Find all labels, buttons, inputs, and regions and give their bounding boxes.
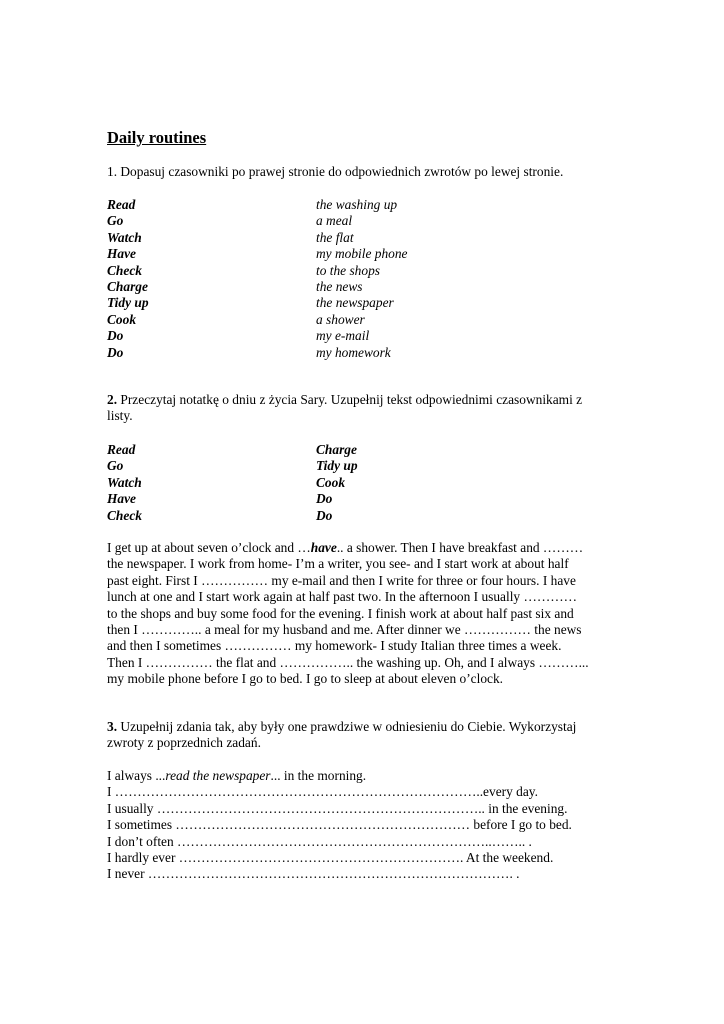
exercise2-instruction-line1: Przeczytaj notatkę o dniu z życia Sary. Uzupełnij tekst odpowiednimi czasownikami z — [117, 392, 583, 407]
phrase: the news — [316, 278, 363, 294]
story-line: past eight. First I …………… my e-mail and then I write for three or four hours. I have — [107, 572, 576, 588]
verb: Check — [107, 507, 142, 523]
exercise2-instruction — [107, 392, 627, 425]
example-sentence — [107, 768, 572, 784]
sentence-line: I usually ……………………………………………………………….. in the evening. — [107, 800, 568, 816]
phrase: to the shops — [316, 262, 380, 278]
story-line: the newspaper. I work from home- I’m a writer, you see- and I start work at about half — [107, 556, 569, 572]
sentence-line: I don’t often ……………………………………………………………..…….. . — [107, 833, 532, 849]
story-line: Then I …………… the flat and …………….. the washing up. Oh, and I always ………... — [107, 654, 589, 670]
matching-row — [107, 263, 527, 279]
exercise2-instruction-line2: listy. — [107, 408, 133, 424]
matching-row — [107, 230, 527, 246]
story-line — [107, 540, 617, 556]
verb: Do — [316, 507, 333, 523]
exercise3-instruction-line1: Uzupełnij zdania tak, aby były one prawdziwe w odniesieniu do Ciebie. Wykorzystaj — [117, 719, 577, 734]
matching-row — [107, 312, 527, 328]
verb: Do — [316, 491, 333, 507]
matching-row — [107, 295, 527, 311]
matching-row — [107, 213, 527, 229]
matching-row — [107, 279, 527, 295]
phrase: my e-mail — [316, 328, 370, 344]
exercise2-verb-list — [107, 442, 527, 524]
verb-row — [107, 442, 527, 458]
exercise1-instruction: 1. Dopasuj czasowniki po prawej stronie do odpowiednich zwrotów po lewej stronie. — [107, 164, 564, 179]
matching-row — [107, 246, 527, 262]
phrase: my mobile phone — [316, 246, 408, 262]
verb: Do — [107, 328, 124, 344]
exercise3-instruction — [107, 719, 627, 752]
verb: Tidy up — [107, 295, 149, 311]
verb-row — [107, 458, 527, 474]
page-title: Daily routines — [107, 128, 207, 147]
story-text: .. a shower. Then I have breakfast and ……… — [336, 540, 584, 555]
exercise3-number: 3. — [107, 719, 118, 734]
exercise2-story-text — [107, 540, 617, 688]
example-answer: have — [310, 540, 337, 555]
verb: Watch — [107, 474, 142, 490]
verb: Have — [107, 491, 136, 507]
verb: Read — [107, 197, 136, 212]
verb: Cook — [316, 474, 346, 490]
story-text: I get up at about seven o’clock and … — [107, 540, 311, 555]
story-line: my mobile phone before I go to bed. I go to sleep at about eleven o’clock. — [107, 671, 504, 687]
sentence-text: I always ... — [107, 768, 166, 783]
verb: Tidy up — [316, 458, 358, 474]
sentence-text: ... in the morning. — [270, 768, 367, 783]
exercise3-sentences — [107, 768, 572, 883]
exercise1-matching-list — [107, 197, 527, 361]
sentence-line: I hardly ever ………………………………………………………. At the weekend. — [107, 849, 554, 865]
example-answer: read the newspaper — [165, 768, 271, 783]
story-line: then I ………….. a meal for my husband and me. After dinner we …………… the news — [107, 621, 582, 637]
verb: Charge — [107, 278, 148, 294]
verb: Do — [107, 344, 124, 360]
sentence-line: I never ………………………………………………………………………. . — [107, 866, 520, 882]
verb: Go — [107, 458, 124, 474]
verb: Watch — [107, 229, 142, 245]
matching-row — [107, 345, 527, 361]
phrase: the flat — [316, 229, 354, 245]
story-line: and then I sometimes …………… my homework- I study Italian three times a week. — [107, 638, 562, 654]
verb-row — [107, 475, 527, 491]
phrase: the washing up — [316, 197, 398, 212]
verb-row — [107, 508, 527, 524]
matching-row — [107, 328, 527, 344]
verb: Read — [107, 442, 136, 457]
exercise2-number: 2. — [107, 392, 118, 407]
exercise3-instruction-line2: zwroty z poprzednich zadań. — [107, 735, 261, 751]
verb: Cook — [107, 311, 137, 327]
verb: Go — [107, 213, 124, 229]
phrase: a meal — [316, 213, 353, 229]
phrase: the newspaper — [316, 295, 394, 311]
verb: Check — [107, 262, 142, 278]
phrase: my homework — [316, 344, 391, 360]
story-line: to the shops and buy some food for the evening. I finish work at about half past six and — [107, 605, 574, 621]
matching-row — [107, 197, 527, 213]
sentence-line: I sometimes ………………………………………………………… before I go to bed. — [107, 817, 572, 833]
sentence-line: I ………………………………………………………………………..every day. — [107, 784, 538, 800]
verb-row — [107, 491, 527, 507]
verb: Have — [107, 246, 136, 262]
phrase: a shower — [316, 311, 365, 327]
story-line: lunch at one and I start work again at half past two. In the afternoon I usually ………… — [107, 589, 578, 605]
verb: Charge — [316, 442, 357, 457]
